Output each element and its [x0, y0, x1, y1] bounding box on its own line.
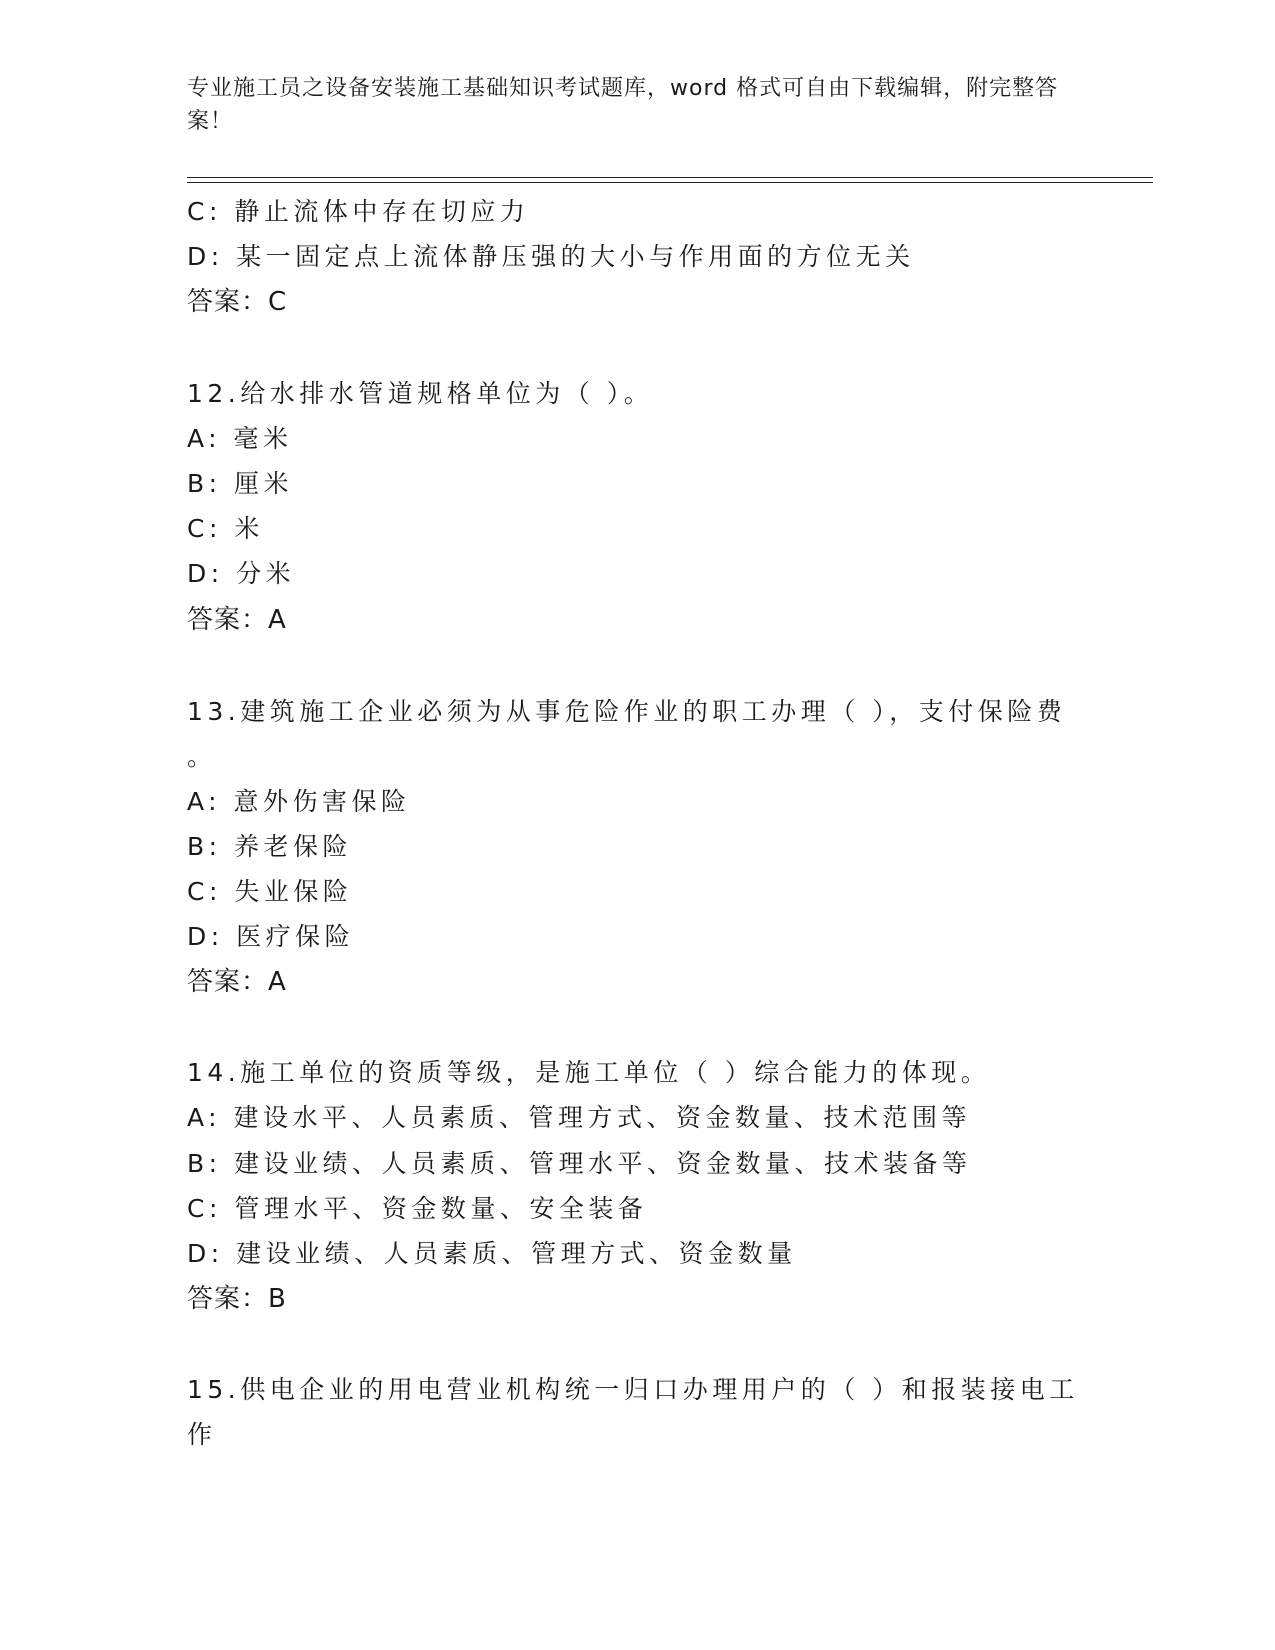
question-text: 13.建筑施工企业必须为从事危险作业的职工办理（ ），支付保险费: [187, 697, 1067, 726]
option-line: D: 医疗保险: [187, 922, 355, 951]
document-header: [187, 72, 1067, 138]
answer-line: 答案：C: [187, 287, 288, 317]
question-text: 14.施工单位的资质等级，是施工单位（ ）综合能力的体现。: [187, 1058, 991, 1087]
option-line: C: 米: [187, 514, 264, 543]
option-line: C: 管理水平、资金数量、安全装备: [187, 1194, 648, 1223]
option-line: C: 失业保险: [187, 877, 353, 906]
option-line: A: 建设水平、人员素质、管理方式、资金数量、技术范围等: [187, 1103, 972, 1132]
option-line: B: 建设业绩、人员素质、管理水平、资金数量、技术装备等: [187, 1149, 972, 1178]
question-text: 。: [187, 742, 217, 771]
option-line: A: 意外伤害保险: [187, 787, 411, 816]
header-divider-top: [187, 177, 1153, 178]
header-divider-bottom: [187, 182, 1153, 183]
option-line: D: 某一固定点上流体静压强的大小与作用面的方位无关: [187, 242, 915, 271]
answer-line: 答案：B: [187, 1284, 287, 1314]
answer-line: 答案：A: [187, 605, 287, 635]
option-line: D: 分米: [187, 559, 296, 588]
option-line: A: 毫米: [187, 424, 293, 453]
option-line: B: 养老保险: [187, 832, 353, 861]
question-text: 15.供电企业的用电营业机构统一归口办理用户的（ ）和报装接电工: [187, 1375, 1079, 1404]
option-line: D: 建设业绩、人员素质、管理方式、资金数量: [187, 1239, 797, 1268]
option-line: B: 厘米: [187, 469, 294, 498]
header-title: 专业施工员之设备安装施工基础知识考试题库，word 格式可自由下载编辑，附完整答案！: [187, 76, 1059, 134]
option-line: C: 静止流体中存在切应力: [187, 197, 530, 226]
answer-line: 答案：A: [187, 967, 287, 997]
question-text: 作: [187, 1420, 217, 1449]
question-text: 12.给水排水管道规格单位为（ ）。: [187, 379, 654, 408]
